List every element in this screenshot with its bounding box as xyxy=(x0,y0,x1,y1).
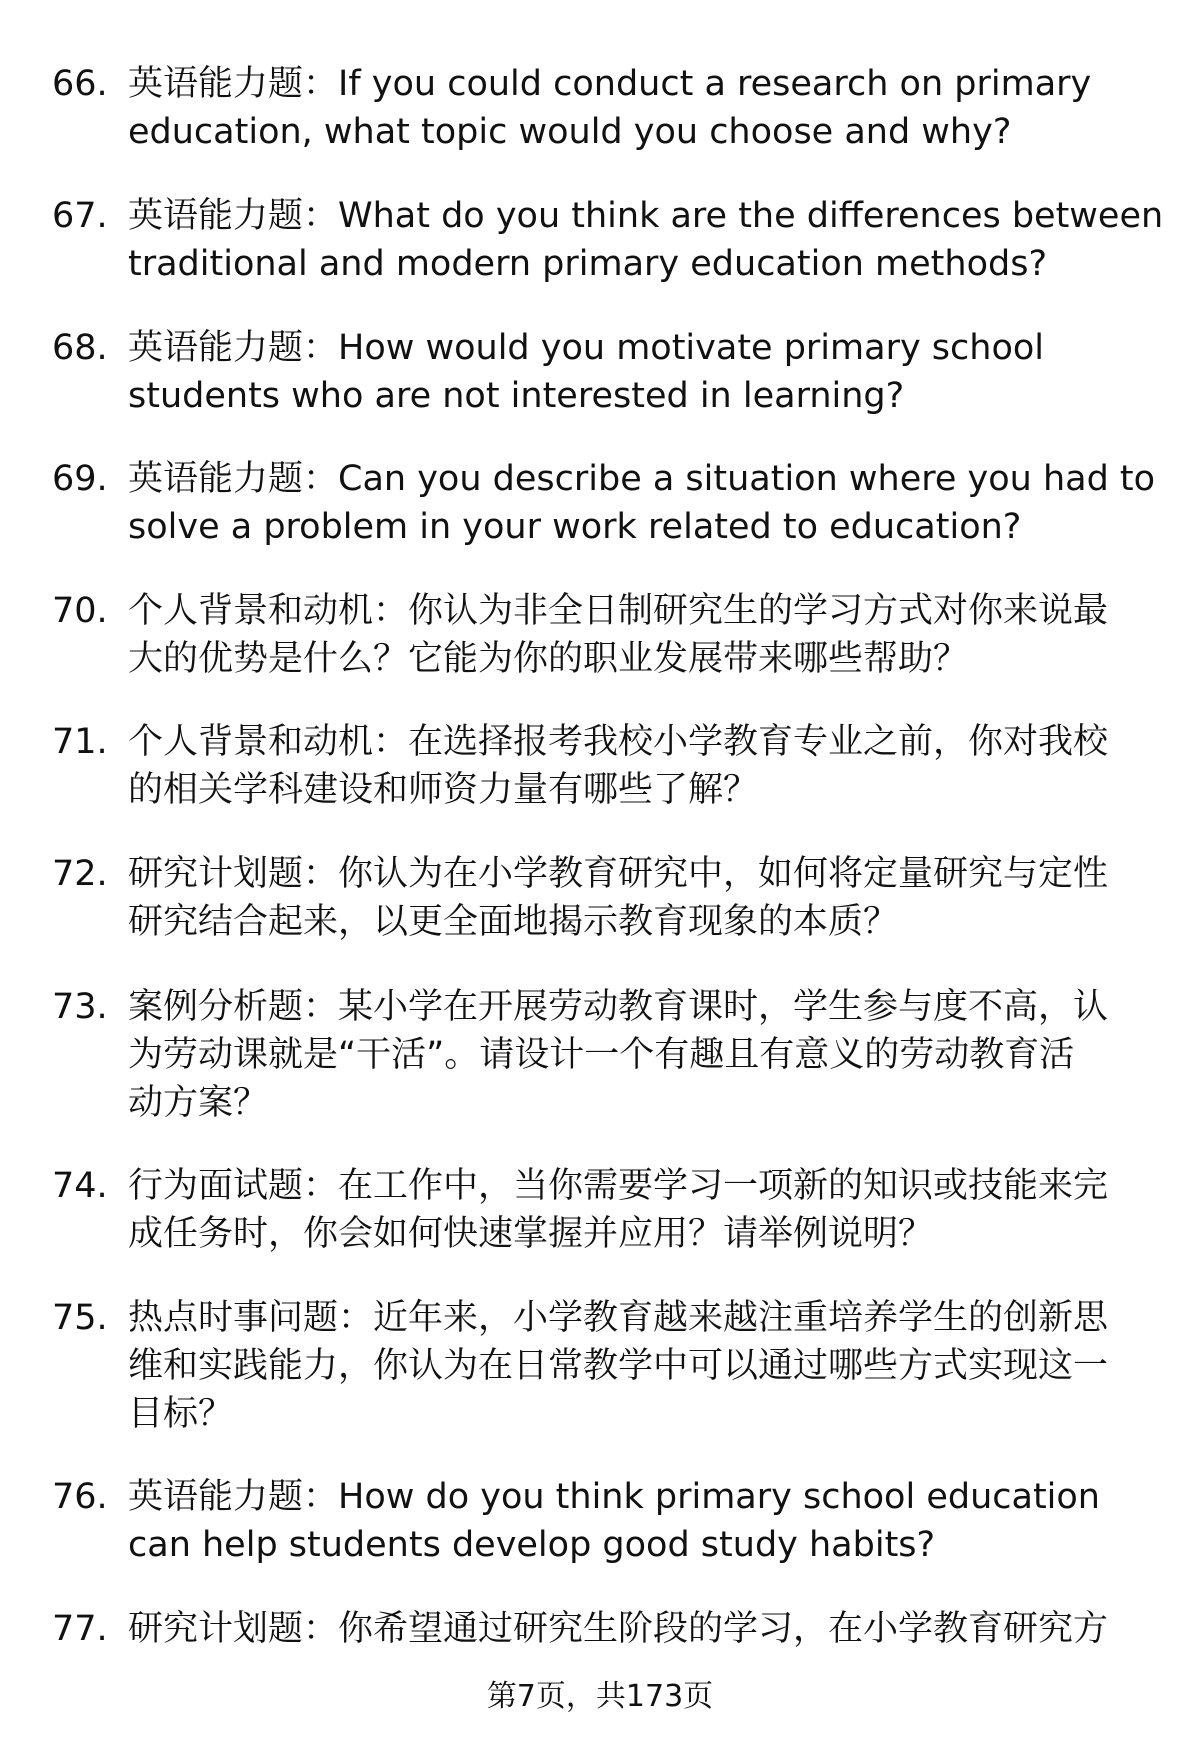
question-text xyxy=(128,1162,1158,1258)
question-line: 目标？ xyxy=(128,1394,234,1434)
question-text xyxy=(128,1294,1158,1438)
question-line: 英语能力题：How do you think primary school education xyxy=(128,1477,1100,1517)
question-number: 75. xyxy=(52,1298,108,1338)
question-line: 研究计划题：你希望通过研究生阶段的学习，在小学教育研究方 xyxy=(128,1609,1109,1649)
question-line: 个人背景和动机：在选择报考我校小学教育专业之前，你对我校 xyxy=(128,722,1109,762)
question-text xyxy=(128,1605,1158,1653)
question-line: students who are not interested in learning? xyxy=(128,376,905,416)
question-line: 个人背景和动机：你认为非全日制研究生的学习方式对你来说最 xyxy=(128,591,1109,631)
question-number: 76. xyxy=(52,1477,108,1517)
page-footer: 第7页，共173页 xyxy=(486,1679,714,1714)
question-number: 77. xyxy=(52,1609,108,1649)
question-number: 68. xyxy=(52,328,108,368)
question-line: 英语能力题：What do you think are the differences between xyxy=(128,196,1164,236)
question-number: 74. xyxy=(52,1166,108,1206)
question-line: 热点时事问题：近年来，小学教育越来越注重培养学生的创新思 xyxy=(128,1298,1109,1338)
question-number: 72. xyxy=(52,854,108,894)
question-number: 70. xyxy=(52,591,108,631)
question-number: 67. xyxy=(52,196,108,236)
question-number: 73. xyxy=(52,987,108,1027)
question-line: 研究结合起来，以更全面地揭示教育现象的本质？ xyxy=(128,902,899,942)
question-number: 66. xyxy=(52,64,108,104)
question-line: 研究计划题：你认为在小学教育研究中，如何将定量研究与定性 xyxy=(128,854,1109,894)
question-line: 英语能力题：How would you motivate primary school xyxy=(128,328,1045,368)
question-line: 动方案？ xyxy=(128,1083,269,1123)
question-line: 英语能力题：If you could conduct a research on primary xyxy=(128,64,1092,104)
question-line: 行为面试题：在工作中，当你需要学习一项新的知识或技能来完 xyxy=(128,1166,1109,1206)
question-number: 71. xyxy=(52,722,108,762)
question-text xyxy=(128,1473,1158,1569)
question-text xyxy=(128,60,1158,156)
question-line: 维和实践能力，你认为在日常教学中可以通过哪些方式实现这一 xyxy=(128,1346,1109,1386)
question-line: can help students develop good study habits? xyxy=(128,1525,936,1565)
question-line: 大的优势是什么？它能为你的职业发展带来哪些帮助？ xyxy=(128,639,969,679)
question-text xyxy=(128,850,1158,946)
question-text xyxy=(128,587,1158,683)
question-line: 案例分析题：某小学在开展劳动教育课时，学生参与度不高，认 xyxy=(128,987,1109,1027)
question-text xyxy=(128,718,1158,814)
question-text xyxy=(128,324,1158,420)
question-line: 的相关学科建设和师资力量有哪些了解？ xyxy=(128,770,759,810)
question-number: 69. xyxy=(52,459,108,499)
question-line: education, what topic would you choose and why? xyxy=(128,112,1012,152)
question-line: 英语能力题：Can you describe a situation where you had to xyxy=(128,459,1156,499)
question-line: 成任务时，你会如何快速掌握并应用？请举例说明？ xyxy=(128,1214,934,1254)
question-line: traditional and modern primary education methods? xyxy=(128,244,1048,284)
question-text xyxy=(128,192,1164,288)
question-text xyxy=(128,455,1158,551)
question-line: 为劳动课就是“干活”。请设计一个有趣且有意义的劳动教育活 xyxy=(128,1035,1075,1075)
question-line: solve a problem in your work related to education? xyxy=(128,507,1022,547)
question-text xyxy=(128,983,1158,1127)
